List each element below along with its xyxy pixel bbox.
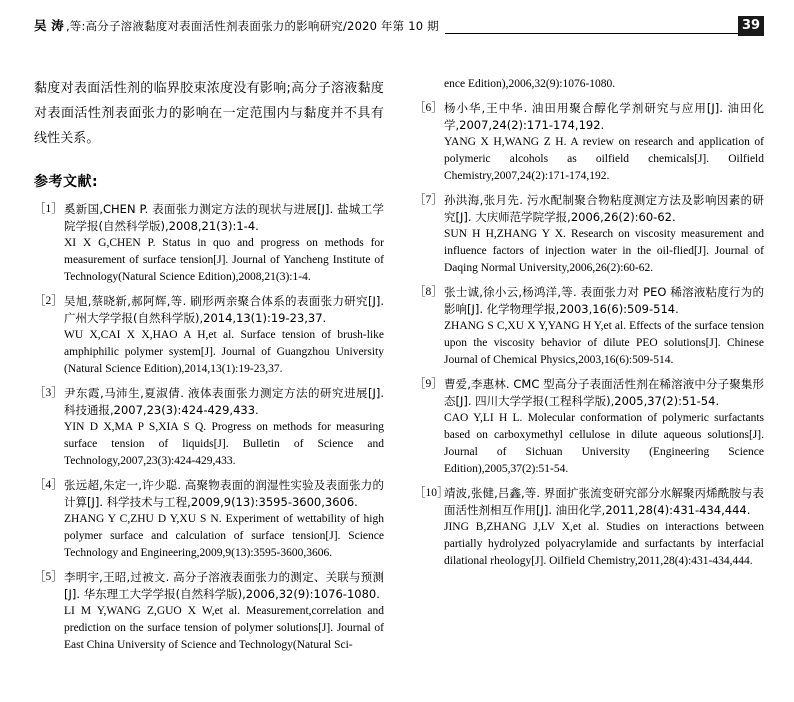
reference-line-en: WU X,CAI X X,HAO A H,et al. Surface tension of brush-like amphiphilic polymer system[J]. Journal of Guangzhou University (Natural Science Edition),2014,13(1):19-23,37. (64, 329, 384, 375)
reference-body (444, 76, 764, 93)
two-column-body (34, 76, 764, 694)
reference-item (414, 485, 764, 570)
reference-body (64, 477, 384, 562)
reference-line-cn: 张士诚,徐小云,杨鸿洋,等. 表面张力对 PEO 稀溶液粘度行为的影响[J]. 化学物理学报,2003,16(6):509-514. (444, 285, 764, 316)
reference-line-en: YANG X H,WANG Z H. A review on research and application of polymeric alcohols as oilfield chemicals[J]. Oilfield Chemistry,2007,24(2):171-174,192. (444, 136, 764, 182)
reference-item (414, 376, 764, 478)
reference-item-continuation (414, 76, 764, 93)
reference-item (34, 385, 384, 470)
reference-item (34, 293, 384, 378)
reference-line-en: YIN D X,MA P S,XIA S Q. Progress on methods for measuring surface tension of liquids[J]. Bulletin of Science and Technology,2007,23(3):424-429,433. (64, 421, 384, 467)
paper-page (0, 18, 794, 702)
reference-number: ［4］ (34, 479, 63, 491)
reference-line-cn: 吴旭,蔡晓新,郝阿辉,等. 刷形两亲聚合体系的表面张力研究[J]. 广州大学学报(自然科学版),2014,13(1):19-23,37. (64, 294, 384, 325)
reference-line-en: CAO Y,LI H L. Molecular conformation of polymeric surfactants based on carboxymethyl cellulose in dilute aqueous solutions[J]. Journal of Sichuan University (Engineering Science Edition),2005,37(2):51-54. (444, 412, 764, 475)
reference-line-cn: 靖波,张健,吕鑫,等. 界面扩张流变研究部分水解聚丙烯酰胺与表面活性剂相互作用[J]. 油田化学,2011,28(4):431-434,444. (444, 486, 764, 517)
running-head-author: 吴 涛 (34, 18, 64, 33)
reference-line-cn: 曹爱,李惠林. CMC 型高分子表面活性剂在稀溶液中分子聚集形态[J]. 四川大学学报(工程科学版),2005,37(2):51-54. (444, 377, 764, 408)
reference-number: ［2］ (34, 295, 63, 307)
reference-body (444, 192, 764, 277)
reference-number: ［10］ (414, 487, 449, 499)
reference-item (414, 192, 764, 277)
page-number: 39 (738, 16, 764, 36)
reference-item (34, 201, 384, 286)
reference-body (444, 376, 764, 478)
reference-number: ［7］ (414, 194, 443, 206)
reference-body (64, 293, 384, 378)
reference-number: ［8］ (414, 286, 443, 298)
reference-item (34, 569, 384, 654)
reference-item (414, 100, 764, 185)
reference-line-cn: 奚新国,CHEN P. 表面张力测定方法的现状与进展[J]. 盐城工学院学报(自然科学版),2008,21(3):1-4. (64, 202, 384, 233)
intro-paragraph: 黏度对表面活性剂的临界胶束浓度没有影响;高分子溶液黏度对表面活性剂表面张力的影响在一定范围内与黏度并不具有线性关系。 (34, 81, 384, 146)
reference-body (444, 485, 764, 570)
reference-number: ［9］ (414, 378, 443, 390)
reference-line-cn: 尹东霞,马沛生,夏淑倩. 液体表面张力测定方法的研究进展[J]. 科技通报,2007,23(3):424-429,433. (64, 386, 384, 417)
references-heading: 参考文献: (34, 174, 99, 190)
page-header (34, 18, 764, 52)
reference-line-cn: 孙洪海,张月先. 污水配制聚合物粘度测定方法及影响因素的研究[J]. 大庆师范学院学报,2006,26(2):60-62. (444, 193, 764, 224)
reference-body (64, 569, 384, 654)
reference-item (414, 284, 764, 369)
reference-number: ［1］ (34, 203, 63, 215)
reference-line-cn: 张远超,朱定一,许少聪. 高聚物表面的润湿性实验及表面张力的计算[J]. 科学技术与工程,2009,9(13):3595-3600,3606. (64, 478, 384, 509)
reference-body (64, 385, 384, 470)
reference-line-en: SUN H H,ZHANG Y X. Research on viscosity measurement and influence factors of injection water in the oil-flied[J]. Journal of Daqing Normal University,2006,26(2):60-62. (444, 228, 764, 274)
reference-line-en: JING B,ZHANG J,LV X,et al. Studies on interactions between partially hydrolyzed polyacrylamide and surfactants by interfacial dilational rheology[J]. Oilfield Chemistry,2011,28(4):431-434,444. (444, 521, 764, 567)
reference-line-cn: 杨小华,王中华. 油田用聚合醇化学剂研究与应用[J]. 油田化学,2007,24(2):171-174,192. (444, 101, 764, 132)
running-head (34, 18, 445, 34)
reference-line-cn: 李明宇,王昭,过被文. 高分子溶液表面张力的测定、关联与预测[J]. 华东理工大学学报(自然科学版),2006,32(9):1076-1080. (64, 570, 384, 601)
reference-line-en: ZHANG S C,XU X Y,YANG H Y,et al. Effects of the surface tension upon the viscosity behavior of dilute PEO solutions[J]. Chinese Journal of Chemical Physics,2003,16(6):509-514. (444, 320, 764, 366)
reference-body (64, 201, 384, 286)
reference-item (34, 477, 384, 562)
running-head-title: ,等:高分子溶液黏度对表面活性剂表面张力的影响研究/2020 年第 10 期 (65, 19, 439, 33)
reference-number: ［6］ (414, 102, 443, 114)
right-column (414, 76, 764, 694)
reference-number (414, 76, 444, 93)
left-column (34, 76, 384, 694)
reference-line-en: XI X G,CHEN P. Status in quo and progress on methods for measurement of surface tension[J]. Journal of Yancheng Institute of Technology(Natural Science Edition),2008,21(3):1-4. (64, 237, 384, 283)
reference-number: ［3］ (34, 387, 63, 399)
reference-line-en: ence Edition),2006,32(9):1076-1080. (444, 78, 616, 90)
reference-body (444, 284, 764, 369)
reference-body (444, 100, 764, 185)
reference-line-en: ZHANG Y C,ZHU D Y,XU S N. Experiment of wettability of high polymer surface and calculation of surface tension[J]. Science Technology and Engineering,2009,9(13):3595-3600,3606. (64, 513, 384, 559)
reference-line-en: LI M Y,WANG Z,GUO X W,et al. Measurement,correlation and prediction on the surface tension of polymer solutions[J]. Journal of East China University of Science and Technology(Natural Sci- (64, 605, 384, 651)
reference-number: ［5］ (34, 571, 63, 583)
